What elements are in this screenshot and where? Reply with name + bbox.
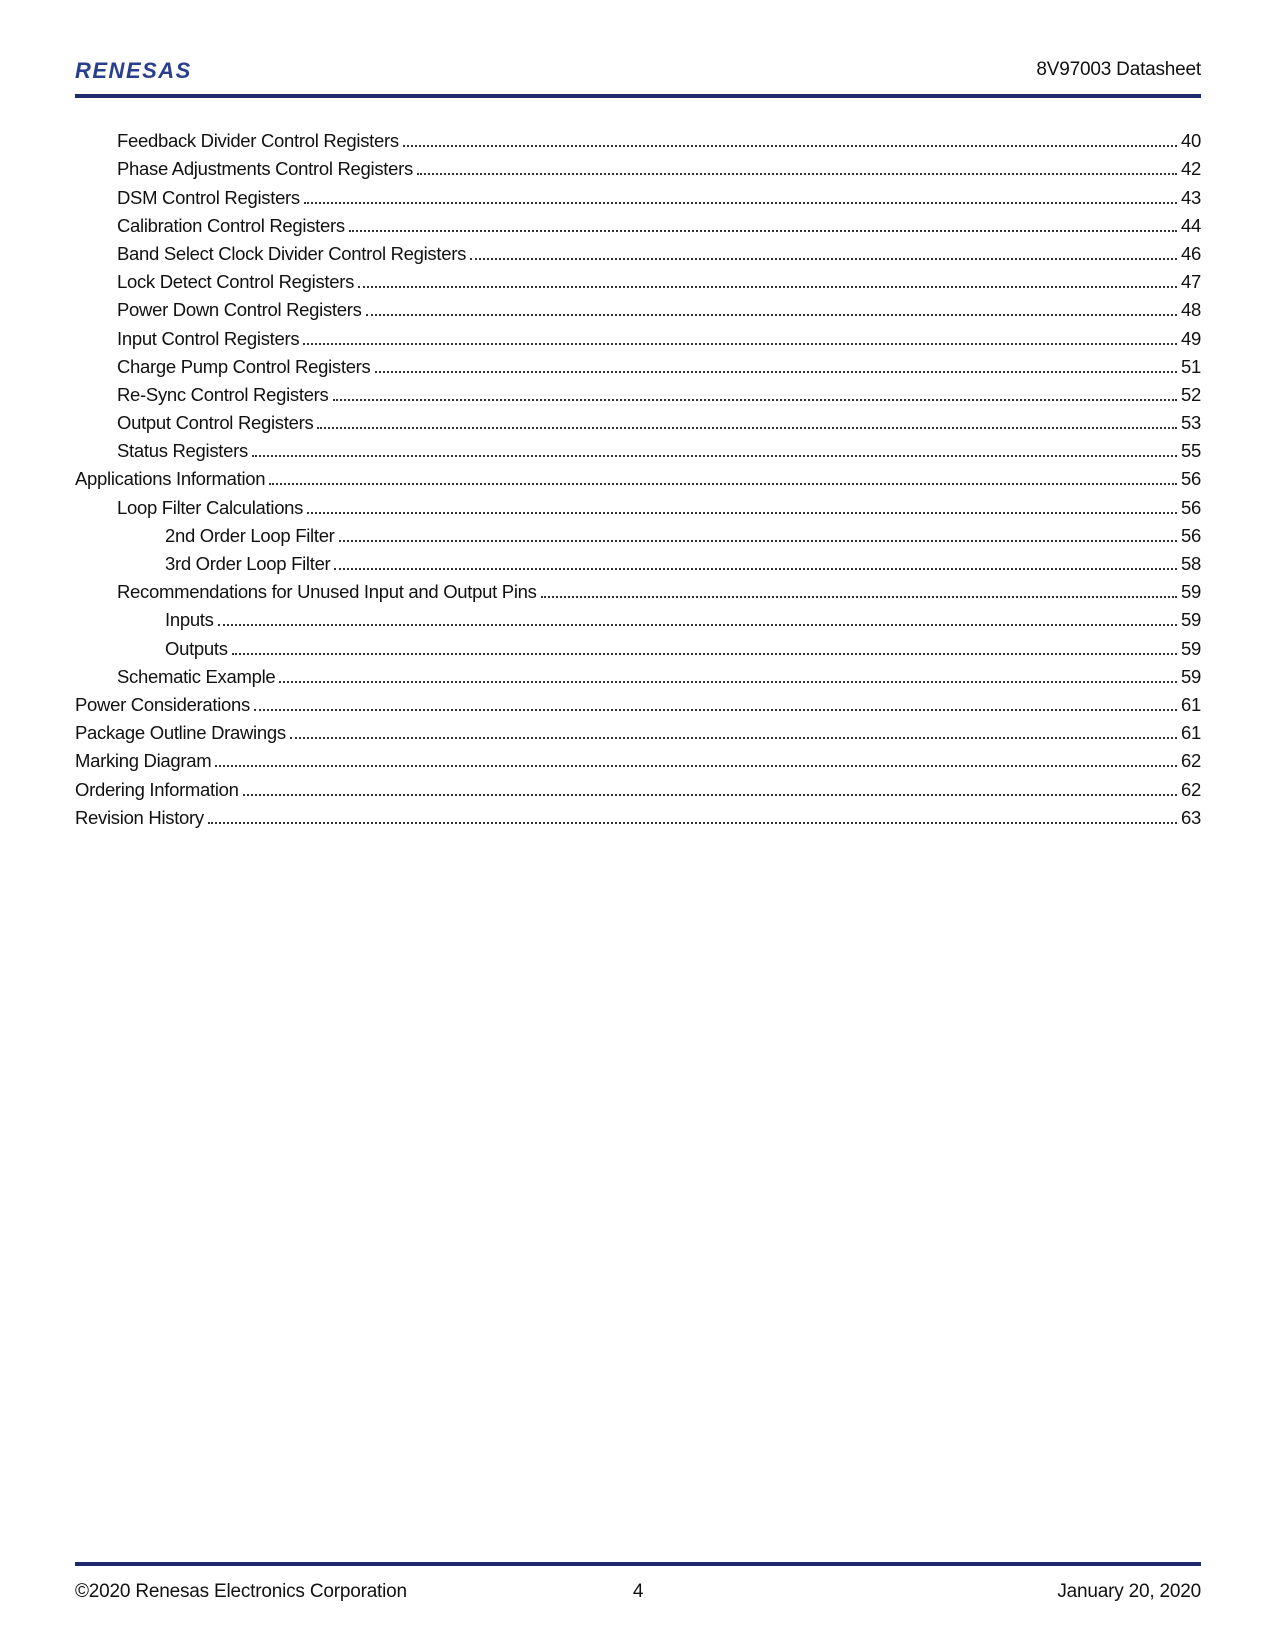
toc-entry[interactable]	[75, 716, 1201, 744]
toc-dot-leader	[215, 765, 1177, 767]
copyright-text: ©2020 Renesas Electronics Corporation	[75, 1581, 407, 1602]
toc-entry[interactable]	[75, 547, 1201, 575]
toc-dot-leader	[304, 202, 1177, 204]
toc-entry-page[interactable]: 51	[1181, 355, 1201, 377]
toc-entry[interactable]	[75, 350, 1201, 378]
toc-entry-label[interactable]: 3rd Order Loop Filter	[165, 553, 331, 574]
toc-entry-page[interactable]: 49	[1181, 327, 1201, 349]
toc-dot-leader	[279, 681, 1177, 683]
toc-entry-page[interactable]: 61	[1181, 722, 1201, 744]
toc-entry[interactable]	[75, 321, 1201, 349]
document-title: 8V97003 Datasheet	[1036, 59, 1201, 80]
toc-entry-page[interactable]: 55	[1181, 440, 1201, 462]
toc-entry-page[interactable]: 58	[1181, 553, 1201, 574]
footer-rule	[75, 1562, 1201, 1566]
toc-dot-leader	[541, 596, 1177, 598]
renesas-logo-text: RENESAS	[75, 58, 192, 82]
toc-entry[interactable]	[75, 378, 1201, 406]
toc-dot-leader	[317, 427, 1177, 429]
toc-entry-label[interactable]: Loop Filter Calculations	[117, 496, 304, 518]
toc-dot-leader	[307, 512, 1177, 514]
toc-dot-leader	[243, 794, 1177, 796]
toc-entry-label[interactable]: Package Outline Drawings	[75, 722, 286, 744]
toc-entry-label[interactable]: Output Control Registers	[117, 412, 314, 434]
toc-entry-label[interactable]: Charge Pump Control Registers	[117, 355, 371, 377]
toc-dot-leader	[208, 822, 1177, 824]
toc-entry-label[interactable]: Input Control Registers	[117, 327, 300, 349]
toc-entry-label[interactable]: Ordering Information	[75, 778, 239, 800]
toc-dot-leader	[269, 483, 1177, 485]
toc-dot-leader	[417, 173, 1177, 175]
toc-entry[interactable]	[75, 688, 1201, 716]
toc-entry-label[interactable]: Status Registers	[117, 440, 248, 462]
toc-entry-label[interactable]: Outputs	[165, 637, 228, 659]
toc-entry-label[interactable]: Calibration Control Registers	[117, 214, 345, 236]
toc-dot-leader	[375, 371, 1178, 373]
toc-entry[interactable]	[75, 575, 1201, 603]
toc-entry-label[interactable]: Feedback Divider Control Registers	[117, 130, 399, 152]
toc-entry-label[interactable]: DSM Control Registers	[117, 186, 300, 208]
toc-entry[interactable]	[75, 772, 1201, 800]
toc-entry-page[interactable]: 62	[1181, 778, 1201, 800]
toc-entry[interactable]	[75, 801, 1201, 829]
toc-entry[interactable]	[75, 406, 1201, 434]
toc-entry-page[interactable]: 59	[1181, 665, 1201, 687]
toc-entry[interactable]	[75, 631, 1201, 659]
toc-entry-page[interactable]: 59	[1181, 581, 1201, 603]
toc-entry-page[interactable]: 56	[1181, 468, 1201, 490]
toc-entry-page[interactable]: 59	[1181, 609, 1201, 631]
toc-entry-page[interactable]: 56	[1181, 524, 1201, 546]
page-number: 4	[632, 1581, 644, 1602]
publication-date: January 20, 2020	[1057, 1581, 1201, 1602]
renesas-logo-mark	[75, 58, 215, 82]
table-of-contents	[75, 124, 1201, 829]
page-header	[75, 56, 1201, 96]
toc-entry-page[interactable]: 46	[1181, 242, 1201, 264]
toc-entry-label[interactable]: Band Select Clock Divider Control Registers	[117, 242, 467, 264]
toc-dot-leader	[218, 624, 1177, 626]
toc-entry[interactable]	[75, 237, 1201, 265]
toc-dot-leader	[366, 314, 1177, 316]
toc-dot-leader	[358, 286, 1177, 288]
toc-dot-leader	[252, 455, 1177, 457]
header-rule	[75, 94, 1201, 98]
toc-entry-page[interactable]: 52	[1181, 383, 1201, 405]
toc-entry-page[interactable]: 62	[1181, 750, 1201, 772]
toc-entry-label[interactable]: Re-Sync Control Registers	[117, 383, 329, 405]
page-footer	[75, 1581, 1201, 1609]
toc-entry-label[interactable]: Lock Detect Control Registers	[117, 271, 355, 293]
toc-entry-page[interactable]: 42	[1181, 158, 1201, 180]
toc-entry-label[interactable]: Schematic Example	[117, 665, 276, 687]
toc-entry[interactable]	[75, 293, 1201, 321]
toc-entry-page[interactable]: 48	[1181, 299, 1201, 321]
toc-entry[interactable]	[75, 603, 1201, 631]
toc-entry[interactable]	[75, 462, 1201, 490]
toc-entry[interactable]	[75, 490, 1201, 518]
toc-dot-leader	[303, 343, 1177, 345]
toc-dot-leader	[334, 568, 1177, 570]
toc-entry[interactable]	[75, 434, 1201, 462]
toc-entry-page[interactable]: 63	[1181, 806, 1201, 828]
toc-dot-leader	[290, 737, 1177, 739]
toc-entry[interactable]	[75, 180, 1201, 208]
toc-entry-label[interactable]: Inputs	[165, 609, 214, 631]
toc-entry-page[interactable]: 56	[1181, 496, 1201, 518]
toc-entry-page[interactable]: 43	[1181, 186, 1201, 208]
toc-entry-label[interactable]: Phase Adjustments Control Registers	[117, 158, 413, 180]
toc-entry-page[interactable]: 59	[1181, 637, 1201, 659]
toc-dot-leader	[254, 709, 1177, 711]
toc-entry-page[interactable]: 53	[1181, 412, 1201, 434]
toc-entry-page[interactable]: 40	[1181, 130, 1201, 152]
toc-dot-leader	[232, 653, 1177, 655]
toc-entry-page[interactable]: 47	[1181, 271, 1201, 293]
toc-entry[interactable]	[75, 519, 1201, 547]
toc-dot-leader	[339, 540, 1177, 542]
toc-entry[interactable]	[75, 124, 1201, 152]
toc-entry-page[interactable]: 61	[1181, 693, 1201, 715]
toc-entry[interactable]	[75, 660, 1201, 688]
toc-entry[interactable]	[75, 744, 1201, 772]
toc-entry-label[interactable]: Applications Information	[75, 468, 266, 490]
renesas-logo	[75, 58, 215, 82]
toc-dot-leader	[349, 230, 1177, 232]
toc-entry-label[interactable]: Power Considerations	[75, 693, 250, 715]
toc-entry-label[interactable]: 2nd Order Loop Filter	[165, 524, 335, 546]
toc-entry[interactable]	[75, 209, 1201, 237]
toc-entry-label[interactable]: Revision History	[75, 806, 204, 828]
toc-entry-label[interactable]: Marking Diagram	[75, 750, 212, 772]
toc-dot-leader	[333, 399, 1178, 401]
toc-entry[interactable]	[75, 265, 1201, 293]
toc-entry-label[interactable]: Power Down Control Registers	[117, 299, 362, 321]
toc-dot-leader	[403, 145, 1177, 147]
toc-dot-leader	[470, 258, 1177, 260]
toc-entry-page[interactable]: 44	[1181, 214, 1201, 236]
toc-entry-label[interactable]: Recommendations for Unused Input and Output Pins	[117, 581, 537, 603]
toc-entry[interactable]	[75, 152, 1201, 180]
